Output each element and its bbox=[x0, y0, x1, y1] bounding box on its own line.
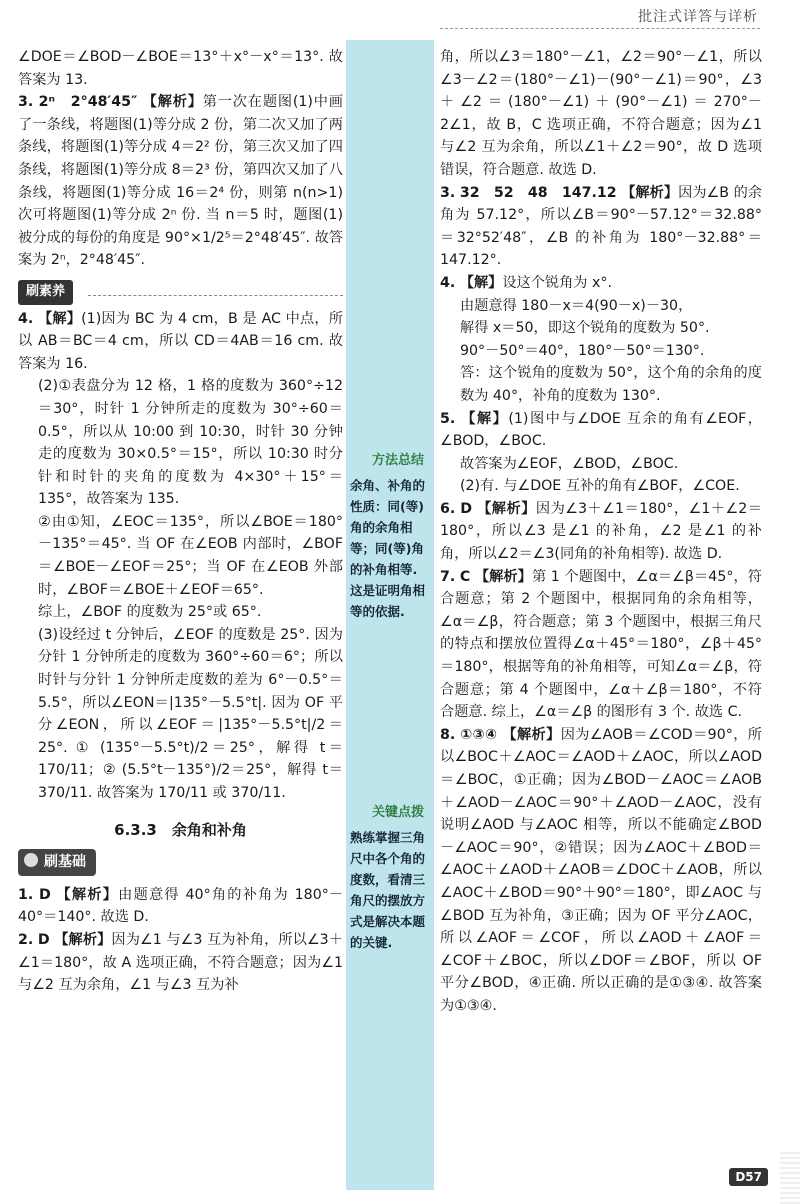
question-3 bbox=[18, 91, 343, 272]
question-4-part5: (3)设经过 t 分钟后，∠EOF 的度数是 25°. 因为分针 1 分钟所走的度数为 360°÷60＝6°；所以时针与分针 1 分钟所走度数的差为 6°－0.5°＝5.5°，所以∠EON＝|135°－5.5°t|. 因为 OF 平分∠EON，所以∠EOF＝|135°－5.5°t|/2＝25°. ① (135°－5.5°t)/2＝25°，解得 t＝170/11；② (5.5°t－135°)/2＝25°，解得 t＝370/11. 故答案为 170/11 或 370/11. bbox=[38, 626, 343, 801]
side-notes-strip bbox=[346, 40, 434, 1190]
question-number: 6. bbox=[440, 500, 456, 517]
question-5-line: (2)有. 与∠DOE 互补的角有∠BOF，∠COE. bbox=[460, 478, 740, 495]
question-text: 第 1 个题图中，∠α＝∠β＝45°，符合题意；第 2 个题图中，根据同角的余角相等，∠α＝∠β，符合题意；第 3 个题图中，根据三角尺的特点和摆放位置得∠α＋45°＝180°，∠β＋45°＝180°，根据等角的补角相等，可知∠α＝∠β，符合题意；第 4 个题图中，∠α＋∠β＝180°，不符合题意. 综上，∠α＝∠β 的图形有 3 个. 故选 C. bbox=[440, 568, 762, 721]
side-note-title: 方法总结 bbox=[371, 453, 424, 468]
question-number: 8. bbox=[440, 726, 456, 743]
page-edge-decoration bbox=[780, 1150, 800, 1204]
question-text: 因为∠3＋∠1＝180°，∠1＋∠2＝180°，所以∠3 是∠1 的补角，∠2 是∠1 的补角，所以∠2＝∠3(同角的补角相等). 故选 D. bbox=[440, 500, 762, 563]
question-text: 第一次在题图(1)中画了一条线，将题图(1)等分成 2 份，第二次又加了两条线，将题图(1)等分成 4＝2² 份，第三次又加了四条线，将题图(1)等分成 8＝2³ 份，第四次又加了八条线，将题图(1)等分成 16＝2⁴ 份，则第 n(n>1) 次可将题图(1)等分成 2ⁿ 份. 当 n＝5 时，题图(1)被分成的每份的角度是 90°×1/2⁵＝2°48′45″. 故答案为 2ⁿ，2°48′45″. bbox=[18, 94, 343, 269]
question-answer: 32 52 48 147.12 bbox=[459, 184, 617, 201]
solution-tag: 【解】 bbox=[37, 310, 82, 327]
question-4-line: 解得 x＝50，即这个锐角的度数为 50°. bbox=[460, 320, 710, 337]
question-4-part3: ②由①知，∠EOC＝135°，所以∠BOE＝180°－135°＝45°. 当 OF 在∠EOB 内部时，∠BOF＝∠BOE－∠EOF＝25°；当 OF 在∠EOB 外部时，∠BOF＝∠BOE＋∠EOF＝65°. bbox=[38, 513, 343, 598]
question-text: 设这个锐角为 x°. bbox=[502, 274, 612, 291]
question-3 bbox=[440, 182, 762, 272]
section-title: 6.3.3 余角和补角 bbox=[114, 820, 247, 839]
question-answer: D bbox=[39, 886, 51, 903]
question-answer: D bbox=[37, 931, 50, 948]
section-banner-jichu: 刷基础 bbox=[18, 849, 96, 876]
question-answer: C bbox=[459, 568, 471, 585]
question-text: 由题意得 40°角的补角为 180°－40°＝140°. 故选 D. bbox=[18, 886, 343, 926]
question-number: 3. bbox=[440, 184, 456, 201]
analysis-tag: 【解析】 bbox=[56, 886, 119, 903]
question-number: 2. bbox=[18, 931, 34, 948]
question-4-line: 由题意得 180－x＝4(90－x)－30， bbox=[460, 297, 693, 314]
analysis-tag: 【解析】 bbox=[621, 184, 679, 201]
side-note-body: 熟练掌握三角尺中各个角的度数，看清三角尺的摆放方式是解决本题的关键. bbox=[350, 830, 426, 950]
side-note-title: 关键点拨 bbox=[371, 805, 424, 820]
question-number: 7. bbox=[440, 568, 456, 585]
analysis-tag: 【解析】 bbox=[502, 726, 561, 743]
question-8 bbox=[440, 724, 762, 1018]
question-text: 因为∠1 与∠3 互为补角，所以∠3＋∠1＝180°，故 A 选项正确，不符合题意；因为∠1 与∠2 互为余角，∠1 与∠3 互为补 bbox=[18, 931, 343, 994]
question-number: 5. bbox=[440, 410, 456, 427]
side-note-key-tip bbox=[346, 802, 434, 953]
side-note-method-summary bbox=[346, 450, 434, 622]
question-4-line: 答：这个锐角的度数为 50°，这个角的余角的度数为 40°，补角的度数为 130°. bbox=[460, 365, 762, 404]
right-column bbox=[440, 46, 762, 1018]
question-4-line: 90°－50°＝40°，180°－50°＝130°. bbox=[460, 342, 705, 359]
section-band-suyang: 刷素养 bbox=[18, 280, 73, 305]
question-6 bbox=[440, 498, 762, 566]
question-4-part4: 综上，∠BOF 的度数为 25°或 65°. bbox=[38, 604, 262, 621]
analysis-tag: 【解析】 bbox=[142, 94, 203, 111]
question-number: 3. bbox=[18, 94, 34, 111]
question-5 bbox=[440, 408, 762, 453]
question-answer: D bbox=[460, 500, 473, 517]
analysis-tag: 【解析】 bbox=[54, 931, 112, 948]
question-2-continued: 角，所以∠3＝180°－∠1，∠2＝90°－∠1，所以∠3－∠2＝(180°－∠1)－(90°－∠1)＝90°，∠3＋∠2＝(180°－∠1)＋(90°－∠1)＝270°－2∠1，故 B，C 选项正确，不符合题意；因为∠1 与∠2 互为余角，所以∠1＋∠2＝90°，故 D 选项错误，符合题意. 故选 D. bbox=[440, 49, 762, 178]
left-column bbox=[18, 46, 343, 997]
question-2 bbox=[18, 929, 343, 997]
question-text: 因为∠AOB＝∠COD＝90°，所以∠BOC＋∠AOC＝∠AOD＋∠AOC，所以∠AOD＝∠BOC，①正确；因为∠BOD－∠AOC＝∠AOB＋∠AOD－∠AOC＝90°＋∠AOD－∠AOC，没有说明∠AOD 与∠AOC 相等，所以不能确定∠BOD－∠AOC＝90°，②错误；因为∠AOC＋∠BOD＝∠AOC＋∠AOD＋∠AOB＝∠DOC＋∠AOB，所以∠AOC＋∠BOD＝90°＋90°＝180°，即∠AOC 与∠BOD 互为补角，③正确；因为 OF 平分∠AOC，所以∠AOF＝∠COF，所以∠AOD＋∠AOF＝∠COF＋∠BOC，所以∠DOF＝∠BOF，所以 OF 平分∠BOD，④正确. 所以正确的是①③④. 故答案为①③④. bbox=[440, 726, 762, 1014]
side-note-body: 余角、补角的性质：同(等)角的余角相等；同(等)角的补角相等. 这是证明角相等的依据. bbox=[350, 478, 426, 619]
question-answer: 2ⁿ 2°48′45″ bbox=[38, 94, 138, 111]
solution-tag: 【解】 bbox=[459, 274, 503, 291]
question-text: (1)因为 BC 为 4 cm，B 是 AC 中点，所以 AB＝BC＝4 cm，所以 CD＝4AB＝16 cm. 故答案为 16. bbox=[18, 310, 343, 372]
question-text: (1)图中与∠DOE 互余的角有∠EOF，∠BOD，∠BOC. bbox=[440, 410, 762, 450]
band-divider bbox=[88, 295, 343, 296]
question-7 bbox=[440, 566, 762, 724]
solution-tag: 【解】 bbox=[461, 410, 509, 427]
question-4 bbox=[18, 308, 343, 376]
analysis-tag: 【解析】 bbox=[477, 500, 536, 517]
question-answer: ①③④ bbox=[460, 726, 498, 743]
header-title: 批注式详答与详析 bbox=[638, 9, 758, 25]
continued-text: ∠DOE＝∠BOD－∠BOE＝13°＋x°－x°＝13°. 故答案为 13. bbox=[18, 49, 343, 88]
question-1 bbox=[18, 884, 343, 929]
question-5-line: 故答案为∠EOF，∠BOD，∠BOC. bbox=[460, 455, 679, 472]
header-divider bbox=[440, 28, 760, 29]
question-4 bbox=[440, 272, 762, 295]
question-4-part2: (2)①表盘分为 12 格，1 格的度数为 360°÷12＝30°，时针 1 分钟所走的度数为 30°÷60＝0.5°，所以从 10:00 到 10:30，时针 30 分钟走的度数为 30×0.5°＝15°，所以 10:30 时分针和时针的夹角的度数为 4×30°＋15°＝135°，故答案为 135. bbox=[38, 378, 343, 508]
question-text: 因为∠B 的余角为 57.12°，所以∠B＝90°－57.12°＝32.88°＝32°52′48″，∠B 的补角为 180°－32.88°＝147.12°. bbox=[440, 184, 762, 269]
question-number: 1. bbox=[18, 886, 34, 903]
question-number: 4. bbox=[18, 310, 34, 327]
analysis-tag: 【解析】 bbox=[474, 568, 532, 585]
page-number: D57 bbox=[729, 1168, 768, 1186]
question-number: 4. bbox=[440, 274, 456, 291]
